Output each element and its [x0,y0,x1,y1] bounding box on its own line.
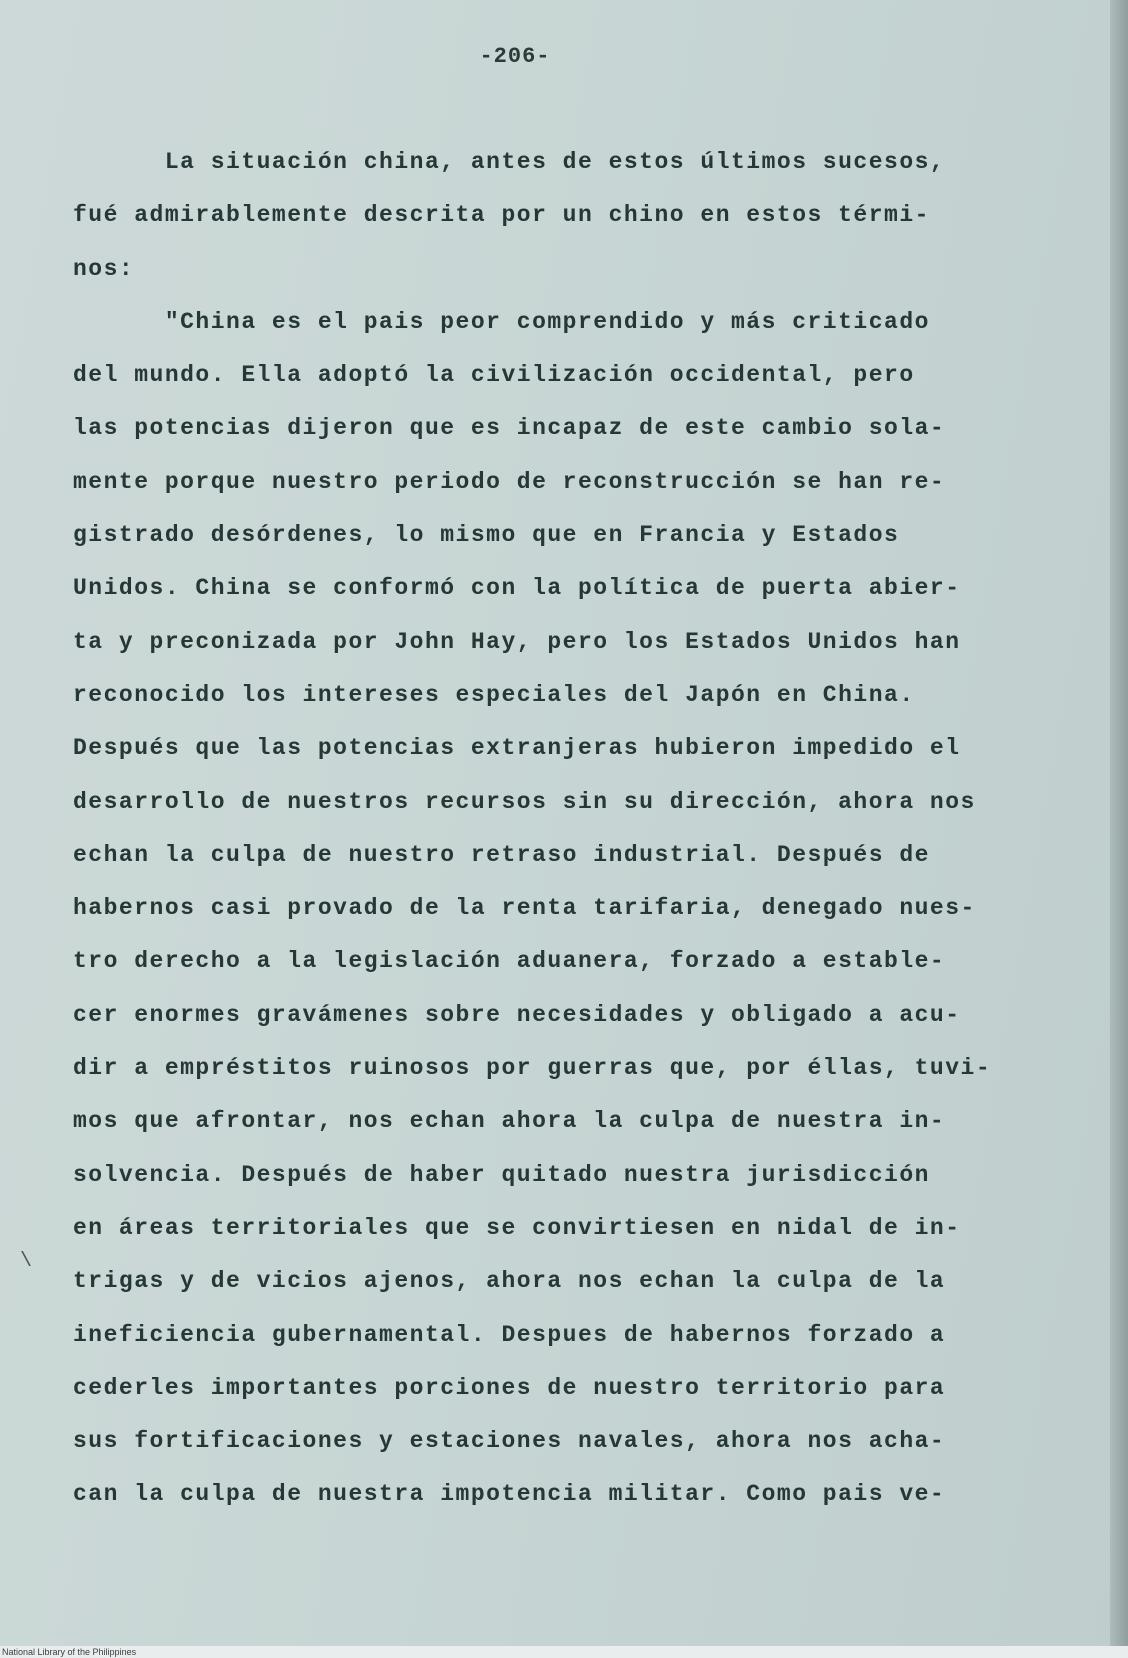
text-line: las potencias dijeron que es incapaz de este cambio sola- [73,415,946,442]
text-line: can la culpa de nuestra impotencia militar. Como pais ve- [73,1481,946,1508]
text-line: echan la culpa de nuestro retraso industrial. Después de [73,841,930,868]
text-line: nos: [73,255,135,282]
text-line: Después que las potencias extranjeras hubieron impedido el [73,735,961,762]
typewritten-body [73,146,1073,1532]
text-line: reconocido los intereses especiales del Japón en China. [73,681,915,708]
text-line: cer enormes gravámenes sobre necesidades y obligado a acu- [73,1001,961,1028]
text-line: habernos casi provado de la renta tarifaria, denegado nues- [73,895,976,922]
paper-edge-shadow [1110,0,1128,1646]
text-line: solvencia. Después de haber quitado nuestra jurisdicción [73,1161,930,1188]
text-line: ta y preconizada por John Hay, pero los Estados Unidos han [73,628,961,655]
text-line: dir a empréstitos ruinosos por guerras que, por éllas, tuvi- [73,1055,992,1082]
text-line: gistrado desórdenes, lo mismo que en Francia y Estados [73,522,900,549]
bottom-strip [0,1646,1128,1658]
text-line: Unidos. China se conformó con la política de puerta abier- [73,575,961,602]
text-line: mente porque nuestro periodo de reconstrucción se han re- [73,468,946,495]
text-line: ineficiencia gubernamental. Despues de habernos forzado a [73,1321,946,1348]
page-number: -206- [479,44,551,69]
margin-mark: \ [20,1250,33,1273]
text-line: fué admirablemente descrita por un chino en estos térmi- [73,202,930,229]
text-line: del mundo. Ella adoptó la civilización occidental, pero [73,362,915,389]
text-line: "China es el pais peor comprendido y más criticado [73,308,930,335]
text-line: tro derecho a la legislación aduanera, forzado a estable- [73,948,946,975]
text-line: La situación china, antes de estos últimos sucesos, [73,149,946,175]
text-line: desarrollo de nuestros recursos sin su dirección, ahora nos [73,788,976,815]
library-credit: National Library of the Philippines [2,1647,137,1657]
text-line: mos que afrontar, nos echan ahora la culpa de nuestra in- [73,1108,946,1135]
text-line: trigas y de vicios ajenos, ahora nos echan la culpa de la [73,1268,946,1295]
text-line: sus fortificaciones y estaciones navales, ahora nos acha- [73,1428,946,1455]
text-line: en áreas territoriales que se convirtiesen en nidal de in- [73,1214,961,1241]
text-line: cederles importantes porciones de nuestro territorio para [73,1374,946,1401]
